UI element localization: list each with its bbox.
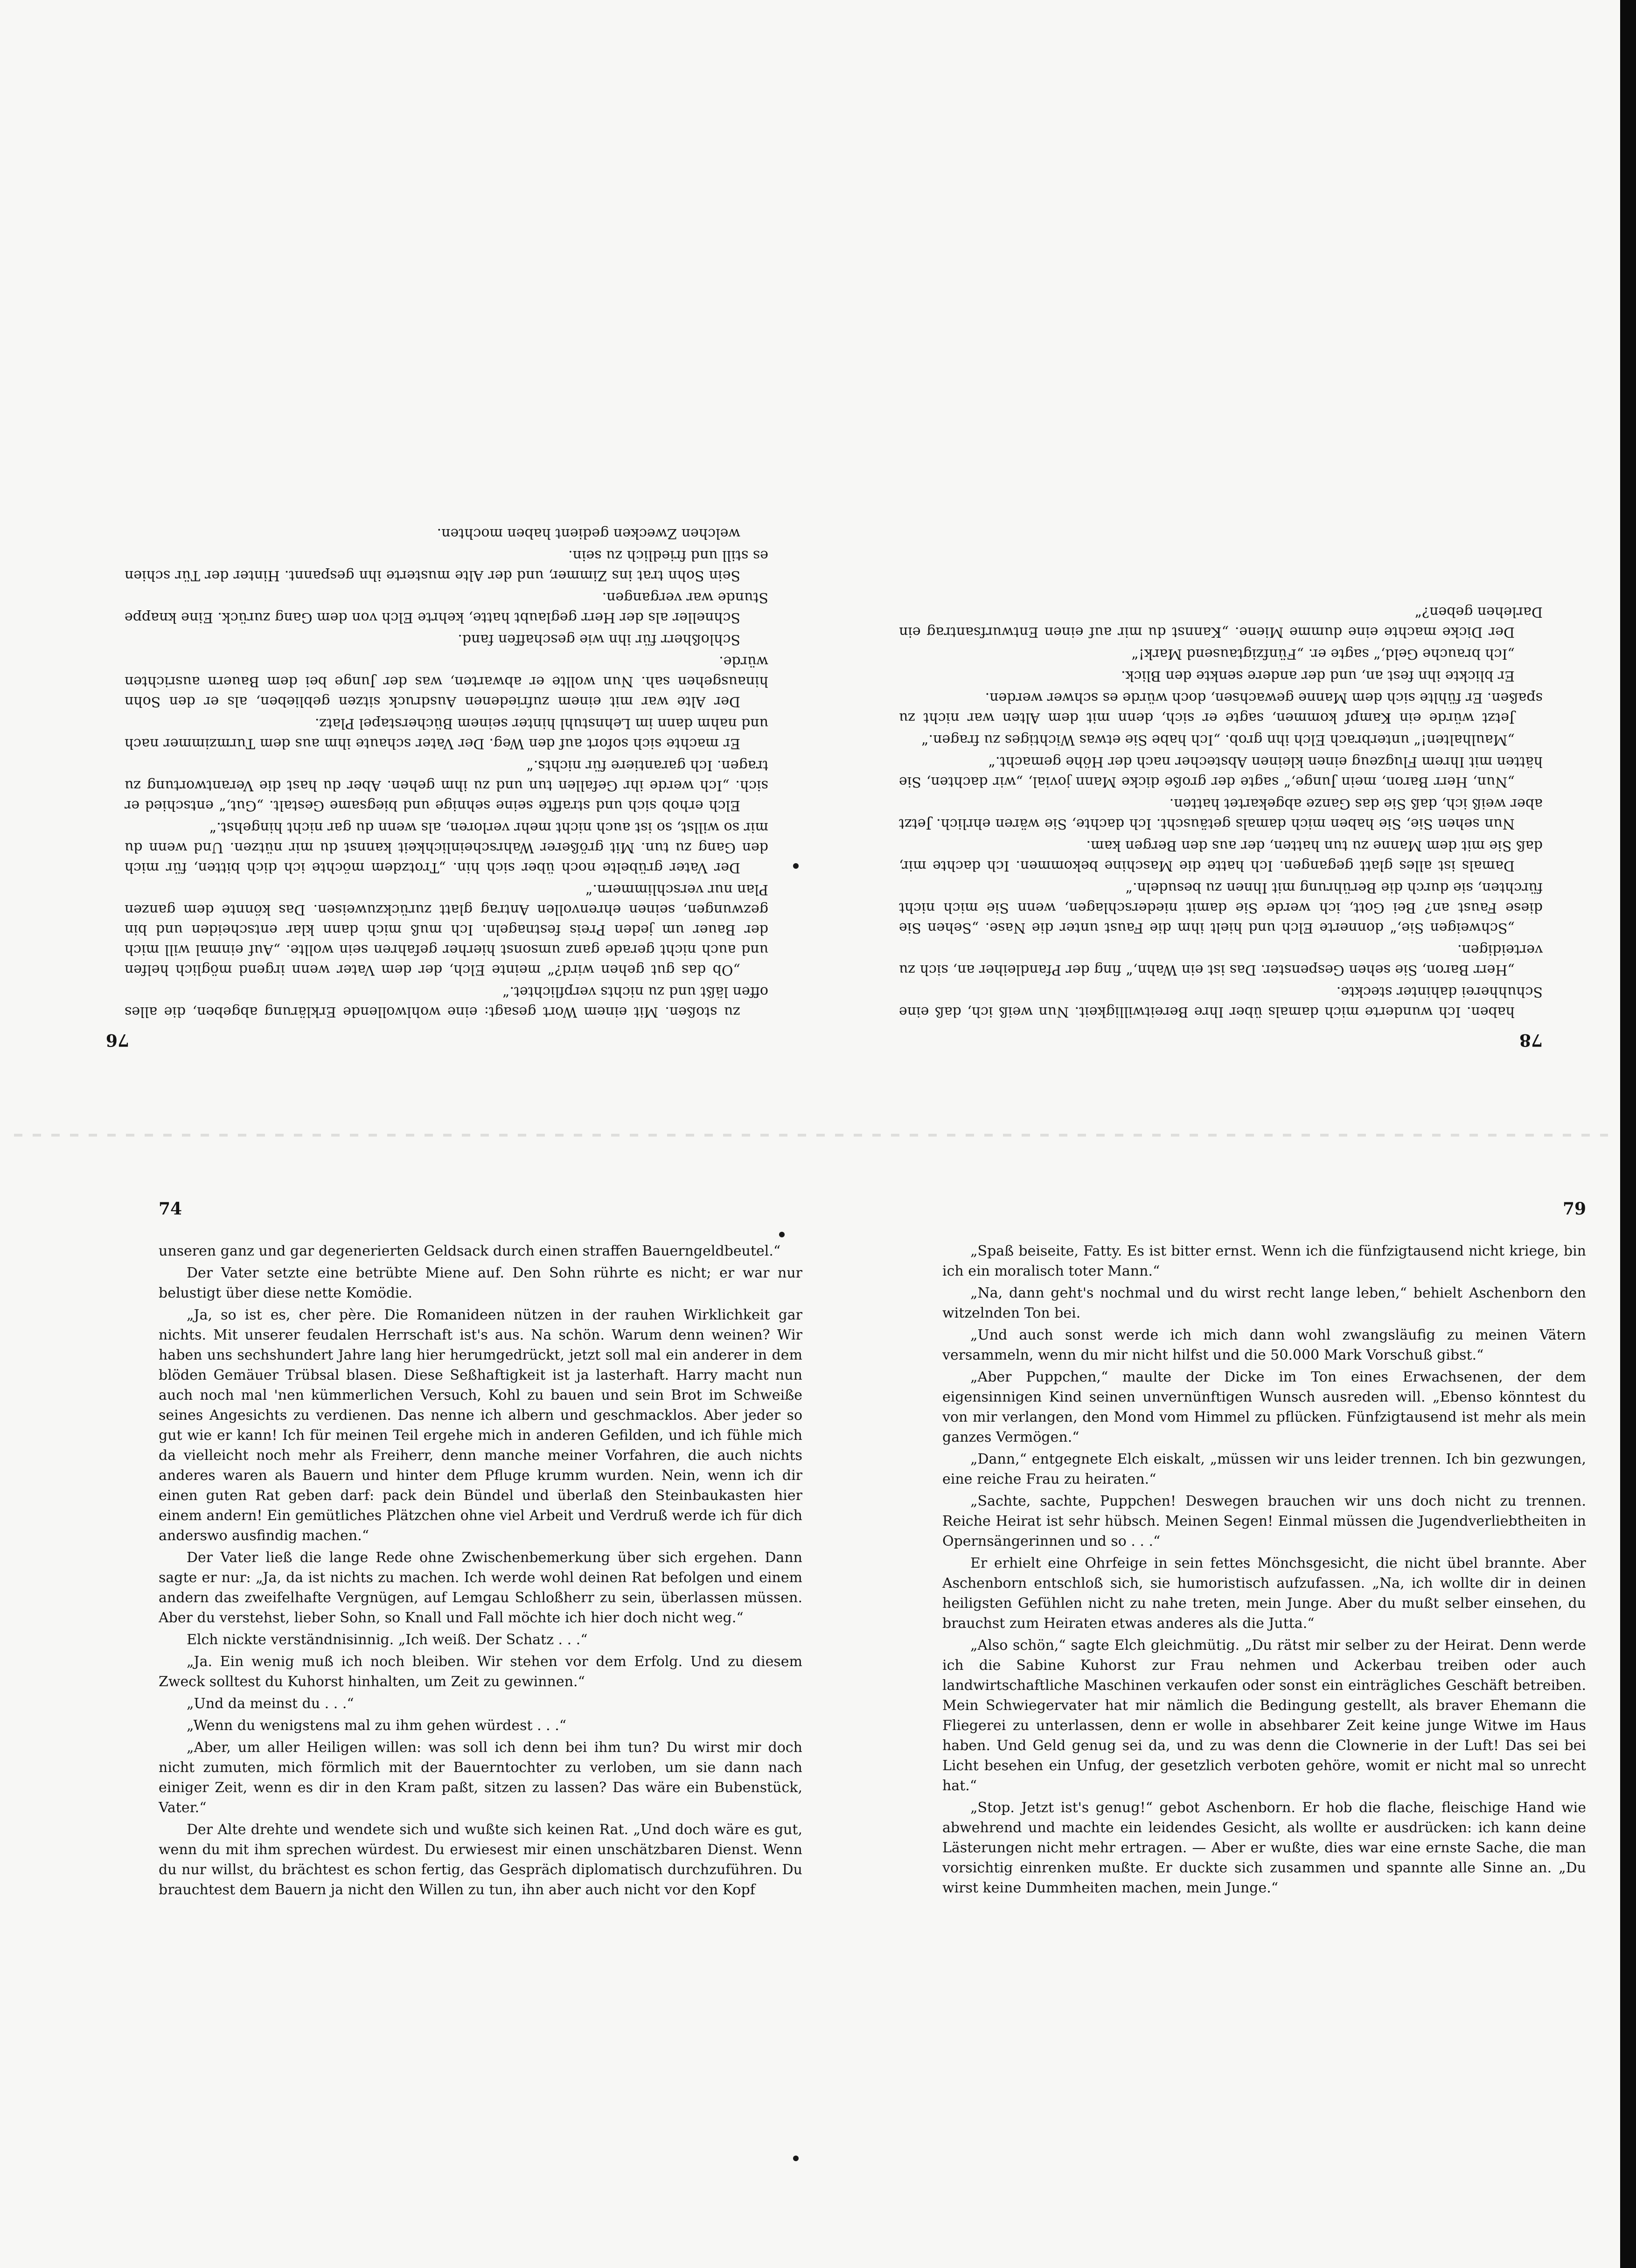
paragraph: „Na, dann geht's nochmal und du wirst recht lange leben,“ behielt Aschenborn den witzelnden Ton bei. (942, 1285, 1586, 1321)
text-column (899, 600, 1543, 1022)
paragraph: welchen Zwecken gedient haben mochten. (437, 525, 740, 542)
paragraph: „Schweigen Sie,“ donnerte Elch und hielt ihm die Faust unter die Nase. „Sehen Sie diese Faust an? Bei Gott, ich werde Sie damit niederschlagen, wenn Sie mich nicht fürchten, sie durch die Berührung mit Ihnen zu besudeln.“ (899, 879, 1543, 936)
upper-spread (0, 0, 1636, 1120)
paragraph: „Nun, Herr Baron, mein Junge,“ sagte der große dicke Mann jovial, „wir dachten, Sie hätten mit Ihrem Flugzeug einen kleinen Abstecher nach der Höhe gemacht.“ (899, 754, 1543, 790)
spine-mark-bottom (793, 2156, 799, 2161)
paragraph: „Maulhalten!“ unterbrach Elch ihn grob. „Ich habe Sie etwas Wichtiges zu fragen.“ (921, 732, 1515, 748)
paragraph: „Aber, um aller Heiligen willen: was soll ich denn bei ihm tun? Du wirst mir doch nicht zumuten, mich förmlich mit der Bauerntochter zu verloben, um sie dann nach einiger Zeit, wenn es dir in den Kram paßt, sitzen zu lassen? Das wäre ein Bubenstück, Vater.“ (159, 1739, 802, 1816)
paragraph: Er blickte ihn fest an, und der andere senkte den Blick. (1121, 668, 1515, 684)
paragraph: „Aber Puppchen,“ maulte der Dicke im Ton eines Erwachsenen, der dem eigensinnigen Kind seinen unvernünftigen Wunsch ausreden will. „Ebenso könntest du von mir verlangen, den Mond vom Himmel zu pflücken. Fünfzigtausend ist mehr als mein ganzes Vermögen.“ (942, 1369, 1586, 1445)
paragraph: „Ja, so ist es, cher père. Die Romanideen nützen in der rauhen Wirklichkeit gar nichts. Mit unserer feudalen Herrschaft ist's aus. Na schön. Warum denn weinen? Wir haben uns sechshundert Jahre lang hier herumgedrückt, jetzt soll mal ein anderer in dem blöden Gemäuer Trübsal blasen. Diese Seßhaftigkeit ist ja lasterhaft. Harry macht nun auch noch mal 'nen kümmerlichen Versuch, Kohl zu bauen und sein Brot im Schweiße seines Angesichts zu verdienen. Das nenne ich albern und geschmacklos. Aber jeder so gut wie er kann! Ich für meinen Teil ergehe mich in anderen Gefilden, und ich fühle mich da vielleicht noch mehr als Freiherr, denn manche meiner Vorfahren, die auch nichts anderes waren als Bauern und hinter dem Pfluge krumm wurden. Nein, wenn ich dir einen guten Rat geben darf: pack dein Bündel und überlaß den Steinbaukasten hier einem andern! Ein gemütliches Plätzchen ohne viel Arbeit und Verdruß werde ich für dich anderswo ausfindig machen.“ (159, 1307, 802, 1544)
upper-left-page (880, 79, 1543, 1050)
text-column (942, 1241, 1586, 1900)
paragraph: „Ich brauche Geld,“ sagte er. „Fünfzigtausend Mark!“ (1131, 646, 1515, 662)
page-number: 78 (1519, 1030, 1543, 1050)
paragraph: „Ob das gut gehen wird?“ meinte Elch, der dem Vater wenn irgend möglich helfen und auch nicht gerade ganz umsonst hierher gefahren sein wollte. „Auf einmal will mich der Bauer um jeden Preis festnageln. Ich muß mich dann klar entscheiden und bin gezwungen, seinen ehrenvollen Antrag glatt zurückzuweisen. Das könnte dem ganzen Plan nur verschlimmern.“ (125, 881, 768, 978)
page-number: 79 (1563, 1199, 1587, 1219)
page-number: 76 (105, 1030, 129, 1050)
paragraph: Nun sehen Sie, Sie haben mich damals getäuscht. Ich dachte, Sie wären ehrlich. Jetzt aber weiß ich, daß Sie das Ganze abgekartet hatten. (899, 796, 1543, 832)
paragraph: zu stoßen. Mit einem Wort gesagt: eine wohlwollende Erklärung abgeben, die alles offen läßt und zu nichts verpflichtet.“ (125, 984, 768, 1020)
paragraph: „Und da meinst du . . .“ (187, 1696, 354, 1712)
paragraph: haben. Ich wunderte mich damals über Ihre Bereitwilligkeit. Nun weiß ich, daß eine Schuhherei dahinter steckte. (899, 984, 1543, 1020)
upper-right-page (106, 79, 768, 1050)
paragraph: „Und auch sonst werde ich mich dann wohl zwangsläufig zu meinen Vätern versammeln, wenn du mir nicht hilfst und die 50.000 Mark Vorschuß gibst.“ (942, 1327, 1586, 1363)
paragraph: Er erhielt eine Ohrfeige in sein fettes Mönchsgesicht, die nicht übel brannte. Aber Aschenborn entschloß sich, sie humoristisch aufzufassen. „Na, ich wollte dir in deinen heiligsten Gefühlen nicht zu nahe treten, mein Junge. Aber du mußt selber einsehen, du brauchst zum Heiraten etwas anderes als die Jutta.“ (942, 1555, 1586, 1632)
paragraph: Der Vater grübelte noch über sich hin. „Trotzdem möchte ich dich bitten, für mich den Gang zu tun. Mit größerer Wahrscheinlichkeit kannst du mir nützen. Und wenn du mir so willst, so ist auch nicht mehr verloren, als wenn du gar nicht hingehst.“ (125, 819, 768, 876)
paragraph: Sein Sohn trat ins Zimmer, und der Alte musterte ihn gespannt. Hinter der Tür schien es still und friedlich zu sein. (125, 547, 768, 584)
paragraph: Der Alte drehte und wendete sich und wußte sich keinen Rat. „Und doch wäre es gut, wenn du mit ihm sprechen würdest. Du erwiesest mir einen unschätzbaren Dienst. Wenn du nur willst, du brächtest es schon fertig, das Gespräch diplomatisch durchzuführen. Du brauchtest dem Bauern ja nicht den Willen zu tun, ihn aber auch nicht vor den Kopf (159, 1821, 802, 1898)
paragraph: Der Dicke machte eine dumme Miene. „Kannst du mir auf einen Entwurfsantrag ein Darlehen geben?“ (899, 604, 1543, 640)
paragraph: „Herr Baron, Sie sehen Gespenster. Das ist ein Wahn,“ fing der Pfandleiher an, sich zu verteidigen. (899, 942, 1543, 978)
paragraph: Schloßherr für ihn wie geschaffen fand. (458, 631, 740, 648)
paragraph: „Spaß beiseite, Fatty. Es ist bitter ernst. Wenn ich die fünfzigtausend nicht kriege, bin ich ein moralisch toter Mann.“ (942, 1243, 1586, 1279)
paragraph: „Stop. Jetzt ist's genug!“ gebot Aschenborn. Er hob die flache, fleischige Hand wie abwehrend und machte ein leidendes Gesicht, als wollte er ausdrücken: ich kann deine Lästerungen nicht mehr ertragen. — Aber er wußte, dies war eine ernste Sache, die man vorsichtig einrenken mußte. Er duckte sich zusammen und spannte alle Sinne an. „Du wirst keine Dummheiten machen, mein Junge.“ (942, 1800, 1586, 1896)
paragraph: Der Vater ließ die lange Rede ohne Zwischenbemerkung über sich ergehen. Dann sagte er nur: „Ja, da ist nichts zu machen. Ich werde wohl deinen Rat befolgen und einem andern das zweifelhafte Vergnügen, auf Lemgau Schloßherr zu sein, überlassen müssen. Aber du verstehst, lieber Sohn, so Knall und Fall möchte ich hier doch nicht weg.“ (159, 1549, 802, 1626)
paragraph: Damals ist alles glatt gegangen. Ich hatte die Maschine bekommen. Ich dachte mir, daß Sie mit dem Manne zu tun hatten, der aus den Bergen kam. (899, 837, 1543, 874)
paragraph: Er machte sich sofort auf den Weg. Der Vater schaute ihm aus dem Turmzimmer nach und nahm dann im Lehnstuhl hinter seinem Bücherstapel Platz. (125, 715, 768, 752)
paragraph: Elch erhob sich und straffte seine sehnige und biegsame Gestalt. „Gut,“ entschied er sich. „Ich werde ihr Gefallen tun und zu ihm gehen. Aber du hast die Verantwortung zu tragen. Ich garantiere für nichts.“ (125, 757, 768, 814)
lower-right-page (942, 1199, 1605, 2132)
paragraph: „Dann,“ entgegnete Elch eiskalt, „müssen wir uns leider trennen. Ich bin gezwungen, eine reiche Frau zu heiraten.“ (942, 1451, 1586, 1487)
paragraph: „Sachte, sachte, Puppchen! Deswegen brauchen wir uns doch nicht zu trennen. Reiche Heirat ist sehr hübsch. Meinen Segen! Einmal müssen die Jugendverliebtheiten in Opernsängerinnen und so . . .“ (942, 1493, 1586, 1549)
paragraph: „Also schön,“ sagte Elch gleichmütig. „Du rätst mir selber zu der Heirat. Denn werde ich die Sabine Kuhorst zur Frau nehmen und Ackerbau treiben oder auch landwirtschaftliche Maschinen verkaufen oder sonst ein einträgliches Geschäft betreiben. Mein Schwiegervater hat mir nämlich die Bedingung gestellt, als braver Ehemann die Fliegerei zu unterlassen, denn er wolle in absehbarer Zeit keine junge Witwe im Haus haben. Und Geld genug sei da, und zu was denn die Clownerie in der Luft! Das sei bei Licht besehen ein Unfug, der gesetzlich verboten gehöre, womit er nicht mal so unrecht hat.“ (942, 1637, 1586, 1794)
center-fold (14, 1134, 1608, 1137)
paragraph: Jetzt würde ein Kampf kommen, sagte er sich, denn mit dem Alten war nicht zu spaßen. Er fühlte sich dem Manne gewachsen, doch würde es schwer werden. (899, 690, 1543, 726)
paragraph: Schneller als der Herr geglaubt hatte, kehrte Elch von dem Gang zurück. Eine knappe Stunde war vergangen. (125, 589, 768, 626)
paragraph: Elch nickte verständnisinnig. „Ich weiß. Der Schatz . . .“ (187, 1632, 588, 1648)
paragraph: unseren ganz und gar degenerierten Geldsack durch einen straffen Bauerngeldbeutel.“ (159, 1243, 781, 1259)
paragraph: „Ja. Ein wenig muß ich noch bleiben. Wir stehen vor dem Erfolg. Und zu diesem Zweck solltest du Kuhorst hinhalten, um Zeit zu gewinnen.“ (159, 1654, 802, 1690)
paragraph: Der Alte war mit einem zufriedenen Ausdruck sitzen geblieben, als er den Sohn hinausgehen sah. Nun wollte er abwarten, was der Junge bei dem Bauern ausrichten würde. (125, 653, 768, 710)
lower-left-page (159, 1199, 821, 2132)
paragraph: Der Vater setzte eine betrübte Miene auf. Den Sohn rührte es nicht; er war nur belustigt über diese nette Komödie. (159, 1265, 802, 1301)
paragraph: „Wenn du wenigstens mal zu ihm gehen würdest . . .“ (187, 1717, 567, 1734)
text-column (159, 1241, 802, 1902)
page-number: 74 (159, 1199, 182, 1219)
text-column (125, 522, 768, 1022)
